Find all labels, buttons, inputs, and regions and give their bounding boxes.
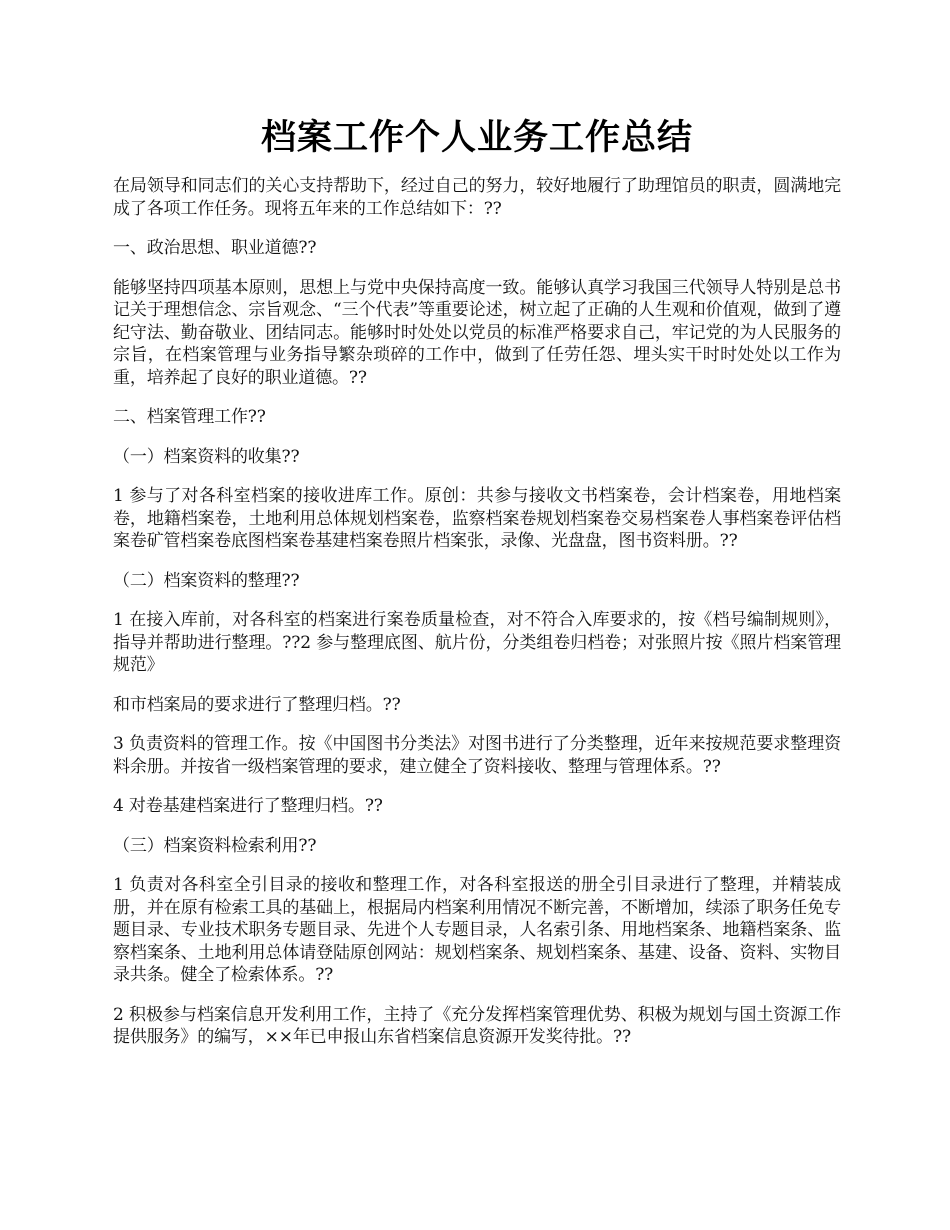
intro-paragraph: 在局领导和同志们的关心支持帮助下，经过自己的努力，较好地履行了助理馆员的职责，圆满地完成了各项工作任务。现将五年来的工作总结如下：??	[113, 176, 841, 219]
document-page	[113, 0, 841, 1049]
subsection-heading-retrieval: （三）档案资料检索利用??	[113, 835, 317, 856]
politics-paragraph: 能够坚持四项基本原则，思想上与党中央保持高度一致。能够认真学习我国三代领导人特别是总书记关于理想信念、宗旨观念、“三个代表”等重要论述，树立起了正确的人生观和价值观，做到了遵纪守法、勤奋敬业、团结同志。能够时时处处以党员的标准严格要求自己，牢记党的为人民服务的宗旨，在档案管理与业务指导繁杂琐碎的工作中，做到了任劳任怨、埋头实干时时处处以工作为重，培养起了良好的职业道德。??	[113, 277, 841, 388]
document-title: 档案工作个人业务工作总结	[260, 117, 693, 158]
retrieval-item-1: 1 负责对各科室全引目录的接收和整理工作，对各科室报送的册全引目录进行了整理，并精装成册，并在原有检索工具的基础上，根据局内档案利用情况不断完善，不断增加，续添了职务任免专题目录、专业技术职务专题目录、先进个人专题目录，人名索引条、用地档案条、地籍档案条、监察档案条、土地利用总体请登陆原创网站：规划档案条、规划档案条、基建、设备、资料、实物目录共条。健全了检索体系。??	[113, 875, 841, 985]
retrieval-item-2: 2 积极参与档案信息开发利用工作，主持了《充分发挥档案管理优势、积极为规划与国土资源工作提供服务》的编写，××年已申报山东省档案信息资源开发奖待批。??	[113, 1004, 841, 1047]
section-heading-archive-management: 二、档案管理工作??	[113, 407, 266, 427]
organization-item-4: 4 对卷基建档案进行了整理归档。??	[113, 796, 383, 816]
organization-item-3: 3 负责资料的管理工作。按《中国图书分类法》对图书进行了分类整理，近年来按规范要求整理资料余册。并按省一级档案管理的要求，建立健全了资料接收、整理与管理体系。??	[113, 734, 841, 777]
subsection-heading-collection: （一）档案资料的收集??	[113, 446, 300, 467]
organization-items-1-2: 1 在接入库前，对各科室的档案进行案卷质量检查，对不符合入库要求的，按《档号编制规则》，指导并帮助进行整理。??2 参与整理底图、航片份，分类组卷归档卷；对张照片按《照片档案管理规范》	[113, 610, 841, 675]
organization-item-2-continued: 和市档案局的要求进行了整理归档。??	[113, 694, 401, 715]
collection-item-1: 1 参与了对各科室档案的接收进库工作。原创：共参与接收文书档案卷，会计档案卷，用地档案卷，地籍档案卷，土地利用总体规划档案卷，监察档案卷规划档案卷交易档案卷人事档案卷评估档案卷矿管档案卷底图档案卷基建档案卷照片档案张，录像、光盘盘，图书资料册。??	[113, 486, 841, 551]
subsection-heading-organization: （二）档案资料的整理??	[113, 570, 300, 591]
section-heading-politics: 一、政治思想、职业道德??	[113, 238, 317, 258]
